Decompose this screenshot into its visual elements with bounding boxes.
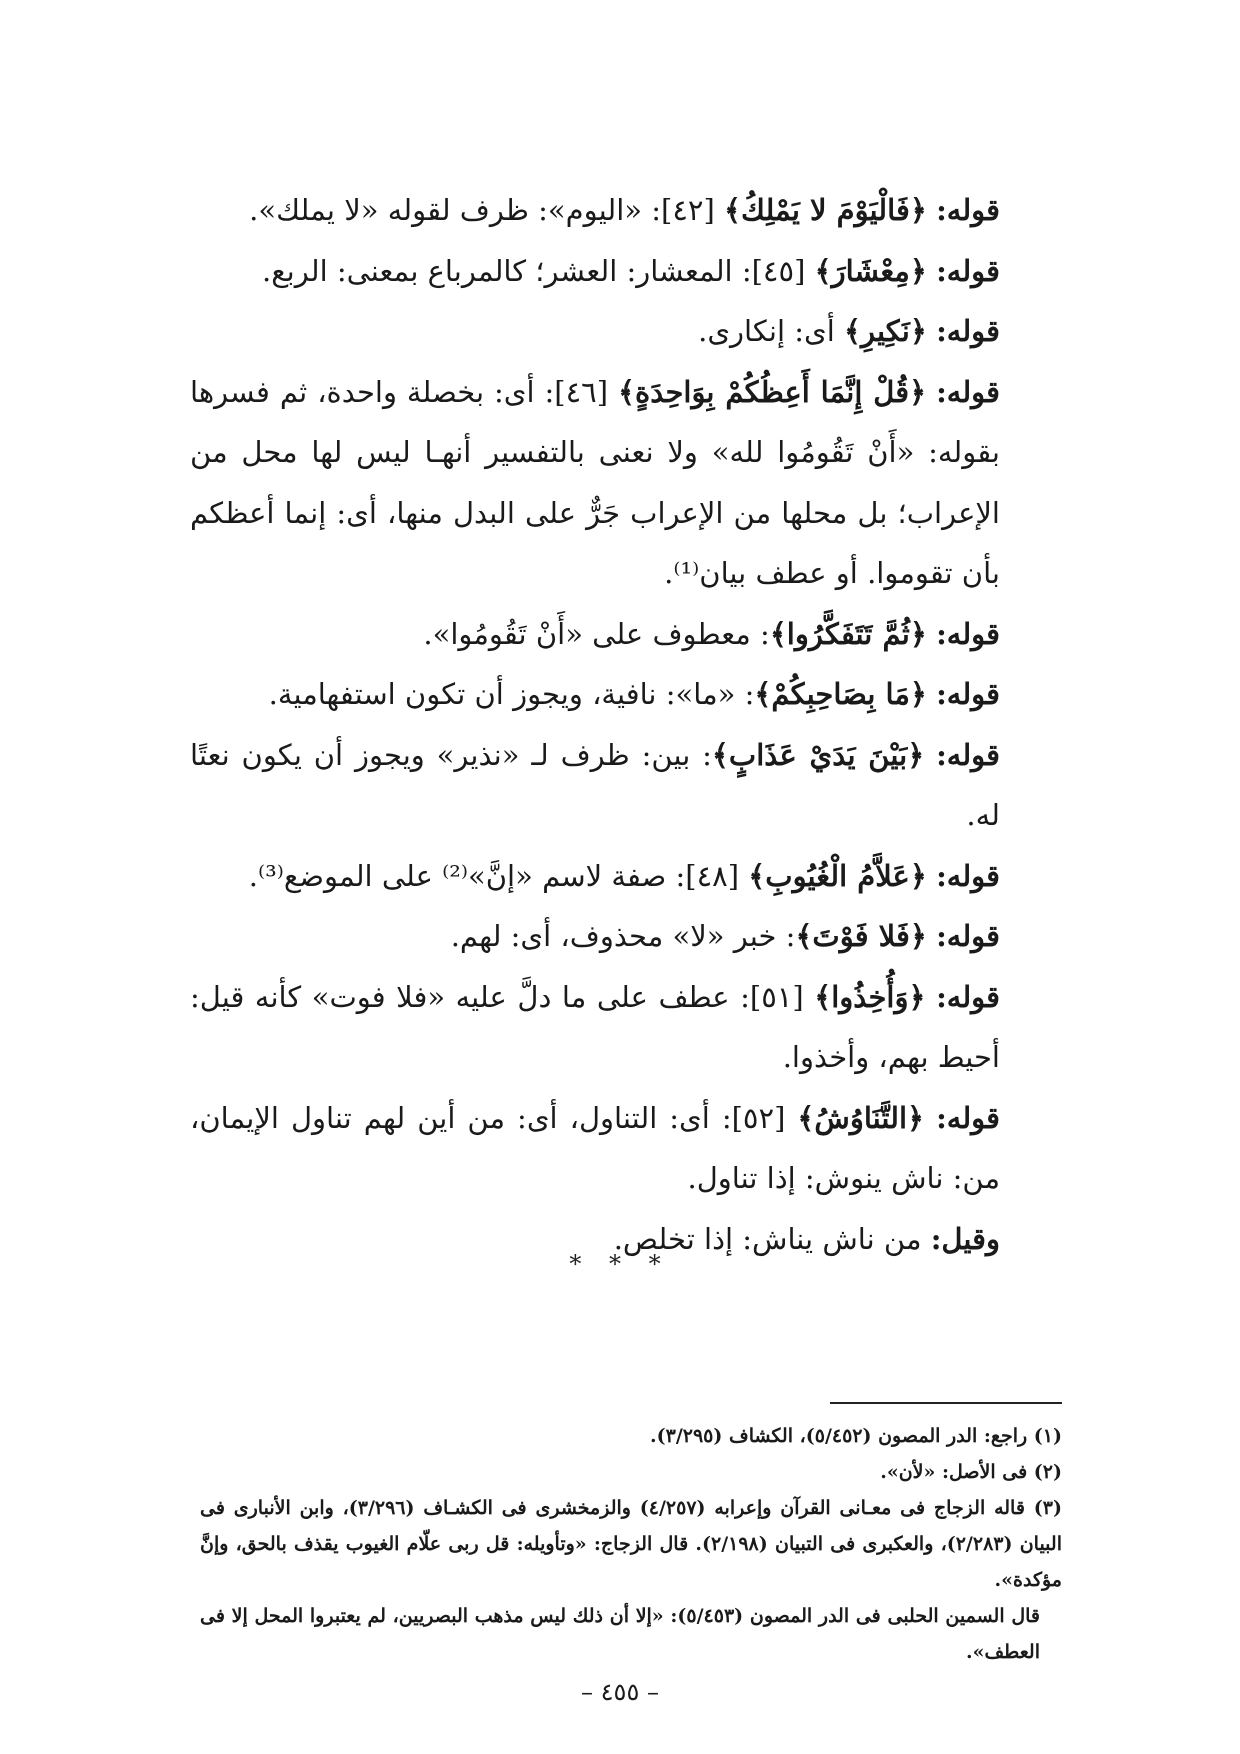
entry-keyword: وقيل: [930,1221,1000,1256]
entry-text: [٥١]: عطف على ما دلَّ عليه «فلا فوت» كأنه قيل: أحيط بهم، وأخذوا. [190,979,1000,1074]
quran-quote: ﴿قُلْ إِنَّمَا أَعِظُكُمْ بِوَاحِدَةٍ﴾ [618,374,927,409]
entry-text: : خبر «لا» محذوف، أى: لهم. [450,919,796,953]
quran-quote: ﴿فَالْيَوْمَ لا يَمْلِكُ﴾ [724,193,927,227]
entry-keyword: قوله: [936,979,1000,1014]
entry-text: [٤٢]: «اليوم»: ظرف لقوله «لا يملك». [249,193,725,227]
quran-quote: ﴿عَلاَّمُ الْغُيُوبِ﴾ [748,858,927,893]
entry-text: : بين: ظرف لـ «نذير» ويجوز أن يكون نعتًا له. [190,737,1000,832]
quran-quote: ﴿مِعْشَارَ﴾ [814,253,927,288]
section-separator: * * * [569,1250,671,1278]
entry-paragraph [190,362,1060,604]
quran-quote: ﴿بَيْنَ يَدَيْ عَذَابٍ﴾ [711,737,925,772]
entry-keyword: قوله: [936,253,1000,288]
footnote: (١) راجع: الدر المصون (٥/٤٥٢)، الكشاف (٣/٢٩٥). [650,1425,1062,1447]
quran-quote: ﴿وَأُخِذُوا﴾ [814,979,926,1014]
entry-keyword: قوله: [936,677,1000,711]
entry-paragraph [190,1088,1060,1209]
entry-text: [٤٥]: المعشار: العشر؛ كالمرباع بمعنى: الربع. [262,253,815,288]
entry-keyword: قوله: [936,374,1000,409]
entry-paragraph [190,301,1060,362]
quran-quote: ﴿فَلا فَوْتَ﴾ [795,919,927,953]
entry-keyword: قوله: [936,314,1000,348]
entry-paragraph [190,725,1060,846]
footnote: (٣) قاله الزجاج فى معـانى القرآن وإعرابه (٤/٢٥٧) والزمخشرى فى الكشـاف (٣/٢٩٦)، وابن الأنبارى فى البيان (٢/٢٨٣)، والعكبرى فى التبيان (٢/١٩٨). قال الزجاج: «وتأويله: قل ربى علّام الغيوب يقذف بالحق، وإنَّ مؤكدة». [200,1497,1062,1591]
quran-quote: ﴿التَّنَاوُشُ﴾ [797,1100,925,1135]
entry-keyword: قوله: [936,919,1000,953]
footnote: (٢) فى الأصل: «لأن». [880,1461,1062,1483]
quran-quote: ﴿ثُمَّ تَتَفَكَّرُوا﴾ [769,616,927,651]
quran-quote: ﴿نَكِيرِ﴾ [844,314,927,348]
entry-paragraph [190,906,1060,967]
entry-text: [٤٨]: صفة لاسم «إنَّ»⁽²⁾ على الموضع⁽³⁾. [248,858,749,893]
entry-paragraph [190,967,1060,1088]
entry-keyword: قوله: [936,737,1000,772]
entry-paragraph [190,180,1060,241]
entry-text: [٤٦]: أى: بخصلة واحدة، ثم فسرها بقوله: «أَنْ تَقُومُوا لله» ولا نعنى بالتفسير أنهـا ليس لها محل من الإعراب؛ بل محلها من الإعراب جَرٌّ على البدل منها، أى: إنما أعظكم بأن تقوموا. أو عطف بيان⁽¹⁾. [190,374,1000,590]
entry-keyword: قوله: [936,616,1000,651]
entry-text: : «ما»: نافية، ويجوز أن تكون استفهامية. [268,677,755,711]
entry-text: من ناش يناش: إذا تخلص. [613,1221,931,1256]
footnotes [200,1418,1062,1670]
entry-keyword: قوله: [936,1100,1001,1135]
entry-text: : معطوف على «أَنْ تَقُومُوا». [423,616,770,651]
footnote-rule [830,1402,1062,1404]
entry-keyword: قوله: [936,193,1000,227]
entry-paragraph [190,604,1060,665]
entry-paragraph [190,664,1060,725]
entry-text: أى: إنكارى. [698,314,845,348]
main-text [190,180,1060,1269]
quran-quote: ﴿مَا بِصَاحِبِكُمْ﴾ [754,677,927,711]
entry-text: [٥٢]: أى: التناول، أى: من أين لهم تناول الإيمان، من: ناش ينوش: إذا تناول. [190,1100,1000,1195]
entry-paragraph [190,241,1060,302]
footnote: قال السمين الحلبى فى الدر المصون (٥/٤٥٣): «إلا أن ذلك ليس مذهب البصريين، لم يعتبروا المحل إلا فى العطف». [200,1605,1040,1663]
entry-keyword: قوله: [936,858,1000,893]
page-number: – ٤٥٥ – [581,1678,659,1706]
entry-paragraph [190,846,1060,907]
